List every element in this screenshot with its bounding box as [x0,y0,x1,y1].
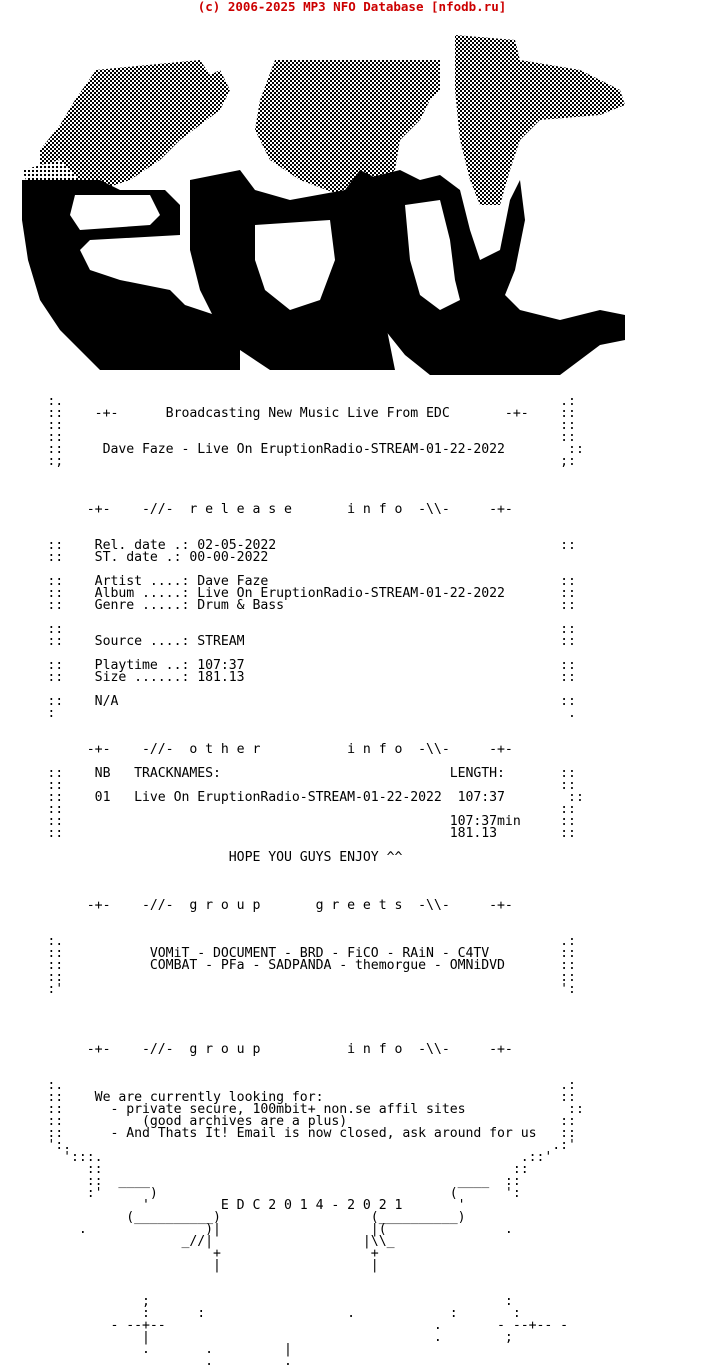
nfo-line: ; : [0,1294,513,1309]
nfo-line [0,720,584,732]
nfo-line: :: :: [0,622,576,637]
nfo-line: :: :: [0,418,576,433]
nfo-line: : . [0,706,576,721]
nfo-line: :: - And Thats It! Email is now closed, ask around for us :: [0,1126,576,1141]
nfo-line: :; ;: [0,454,576,469]
logo-letter-e-hole [70,195,160,230]
nfo-line: :: We are currently looking for: :: [0,1090,576,1105]
nfo-line: :' ': [0,982,576,997]
nfo-line: :: Artist ....: Dave Faze :: [0,574,576,589]
nfo-line [0,1272,584,1284]
nfo-line: | | [0,1258,379,1273]
nfo-line: -+- -//- g r o u p i n f o -\\- -+- [0,1042,513,1057]
nfo-line: :: VOMiT - DOCUMENT - BRD - FiCO - RAiN - C4TV :: [0,946,576,961]
nfo-line: :: -+- Broadcasting New Music Live From EDC -+- :: [0,406,576,421]
nfo-line: :: Rel. date .: 02-05-2022 :: [0,538,576,553]
nfo-line: :: ____ ____ :: [0,1174,521,1189]
nfo-line: :: :: [0,430,576,445]
nfo-line: :: (good archives are a plus) :: [0,1114,576,1129]
nfo-line: -+- -//- o t h e r i n f o -\\- -+- [0,742,513,757]
nfo-line [0,1008,584,1020]
nfo-line: - --+-- . - --+-- - [0,1318,569,1333]
nfo-line [0,1056,584,1068]
copyright-header: (c) 2006-2025 MP3 NFO Database [nfodb.ru] [197,0,507,14]
nfo-line: :: Playtime ..: 107:37 :: [0,658,576,673]
nfo-line: :. .: [0,934,576,949]
nfo-line: ' E D C 2 0 1 4 - 2 0 2 1 ' [0,1198,466,1213]
nfo-line: -+- -//- r e l e a s e i n f o -\\- -+- [0,502,513,517]
nfo-line: :. .: [0,394,576,409]
nfo-line [0,864,584,876]
edc-ascii-logo [0,30,704,375]
logo-dither-c [455,35,625,205]
nfo-line: :: 01 Live On EruptionRadio-STREAM-01-22-2022 107:37 :: [0,790,584,805]
nfo-line: : : . : : [0,1306,521,1321]
nfo-line: . . | [0,1342,505,1357]
nfo-line: :: N/A :: [0,694,576,709]
nfo-line: :: :: [0,778,576,793]
nfo-line: :: Genre .....: Drum & Bass :: [0,598,576,613]
nfo-line: :. .: [0,1078,576,1093]
nfo-text-block [0,396,584,1368]
nfo-line: :: NB TRACKNAMES: LENGTH: :: [0,766,576,781]
nfo-line [0,912,584,924]
nfo-line: :: Source ....: STREAM :: [0,634,576,649]
nfo-line: :' ) ( ': [0,1186,521,1201]
nfo-line [0,468,584,480]
nfo-line: :: - private secure, 100mbit+ non.se affil sites :: [0,1102,584,1117]
nfo-line [0,876,584,888]
nfo-line: :: ST. date .: 00-00-2022 [0,550,561,565]
nfo-line [0,516,584,528]
nfo-line: . )| |( . [0,1222,513,1237]
nfo-line: :: Size ......: 181.13 :: [0,670,576,685]
logo-solid-layer [22,170,625,375]
nfo-line [0,1020,584,1032]
nfo-line: :: :: [0,802,576,817]
nfo-line: (__________) (__________) [0,1210,466,1225]
nfo-line: _//| |\\_ [0,1234,395,1249]
nfo-line: | . ; [0,1330,513,1345]
nfo-line: :: 107:37min :: [0,814,576,829]
nfo-line: + + [0,1246,379,1261]
nfo-line: . . [0,1354,292,1369]
nfo-line: :: 181.13 :: [0,826,576,841]
logo-dither-d [255,60,440,195]
nfo-line: :: Dave Faze - Live On EruptionRadio-STREAM-01-22-2022 :: [0,442,584,457]
nfo-line: :: COMBAT - PFa - SADPANDA - themorgue - OMNiDVD :: [0,958,576,973]
nfo-line: HOPE YOU GUYS ENJOY ^^ [0,850,403,865]
nfo-line [0,480,584,492]
logo-dither-layer [22,35,625,205]
nfo-line: :: :: [0,970,576,985]
nfo-line [0,996,584,1008]
nfo-line: ':::. .::' [0,1150,553,1165]
nfo-line: -+- -//- g r o u p g r e e t s -\\- -+- [0,898,513,913]
nfo-line: :: :: [0,1162,529,1177]
nfo-line: ':. .:' [0,1138,576,1153]
nfo-line [0,1284,584,1296]
nfo-line: :: Album .....: Live On EruptionRadio-STREAM-01-22-2022 :: [0,586,576,601]
